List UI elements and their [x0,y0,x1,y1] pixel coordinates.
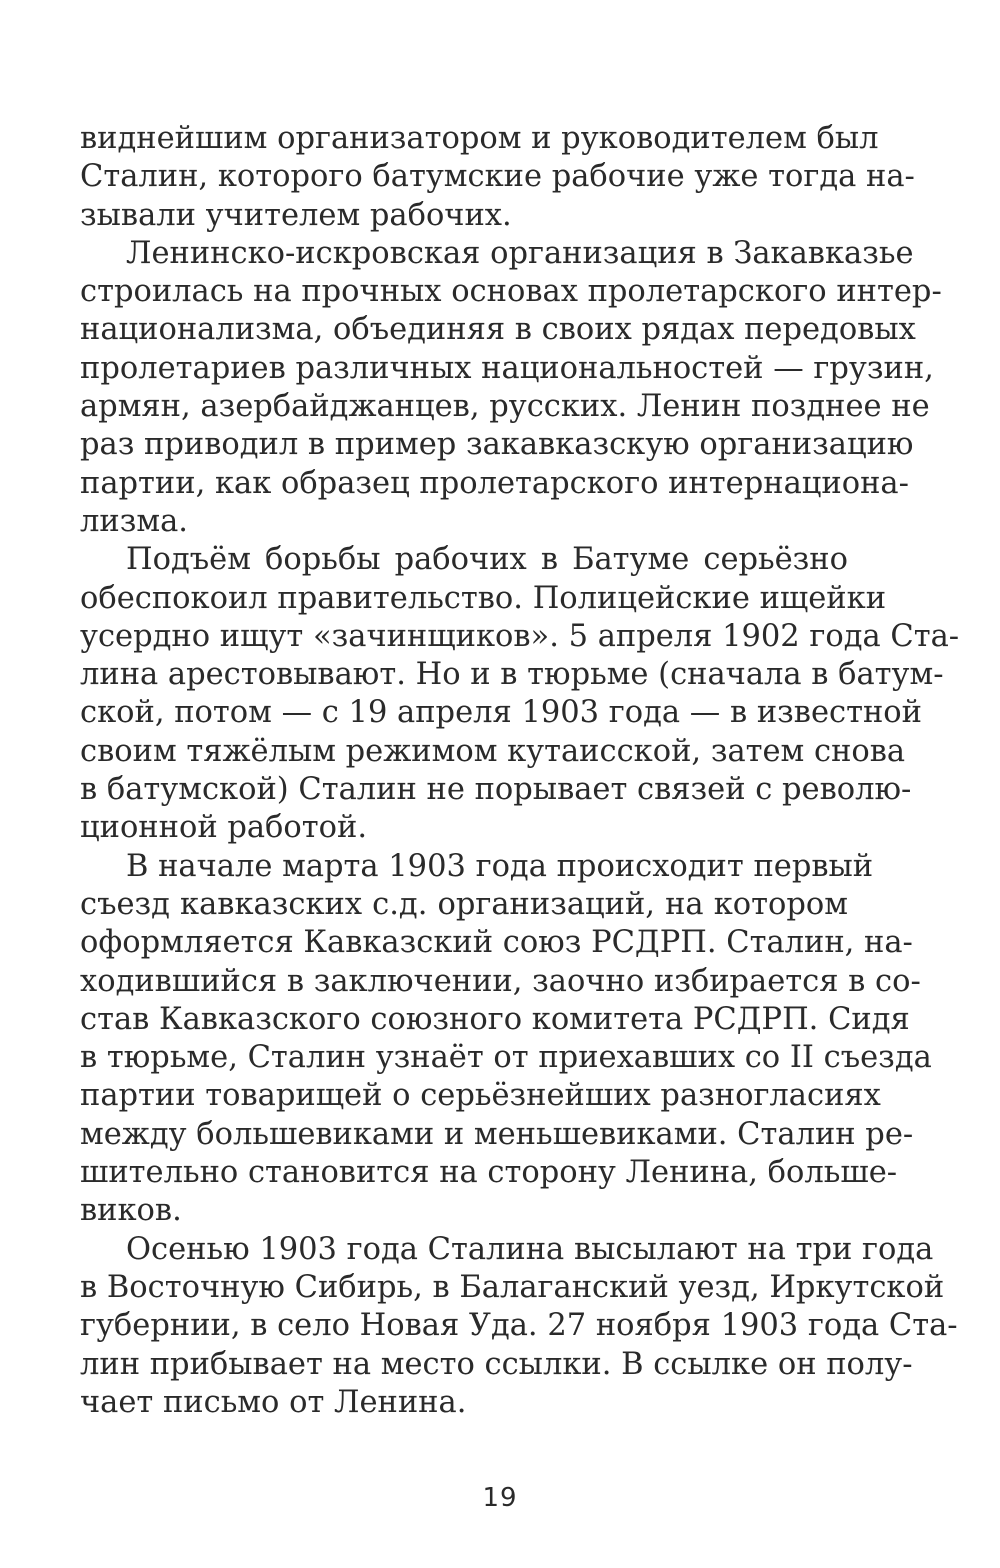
body-text [80,120,960,1422]
text-line: Подъём борьбы рабочих в Батуме серьёзно [126,542,848,578]
text-line: лина арестовывают. Но и в тюрьме (сначала в батум- [80,657,944,693]
text-line: в Восточную Сибирь, в Балаганский уезд, Иркутской [80,1269,945,1305]
paragraph [80,120,915,235]
text-line: партии, как образец пролетарского интернациона- [80,465,909,501]
text-line: став Кавказского союзного комитета РСДРП. Сидя [80,1001,910,1037]
text-line: ционной работой. [80,810,368,846]
text-line: оформляется Кавказский союз РСДРП. Сталин, на- [80,925,913,961]
text-line: национализма, объединяя в своих рядах передовых [80,312,916,348]
paragraph [80,235,942,541]
text-line: губернии, в село Новая Уда. 27 ноября 1903 года Ста- [80,1308,958,1344]
text-line: шительно становится на сторону Ленина, больше- [80,1155,898,1191]
text-line: усердно ищут «зачинщиков». 5 апреля 1902 года Ста- [80,618,960,654]
text-line: лин прибывает на место ссылки. В ссылке он полу- [80,1346,913,1382]
text-line: в тюрьме, Сталин узнаёт от приехавших со II съезда [80,1040,932,1076]
page-number: 19 [482,1483,518,1513]
paragraph [80,1231,958,1422]
text-line: ходившийся в заключении, заочно избирается в со- [80,963,921,999]
text-line: Ленинско-искровская организация в Закавказье [126,235,914,271]
text-line: в батумской) Сталин не порывает связей с револю- [80,772,912,808]
text-line: В начале марта 1903 года происходит первый [126,848,874,884]
text-line: виднейшим организатором и руководителем был [80,121,879,156]
paragraph [80,541,960,847]
text-line: Осенью 1903 года Сталина высылают на три года [126,1231,934,1267]
text-line: строилась на прочных основах пролетарского интер- [80,274,942,310]
text-line: пролетариев различных национальностей — грузин, [80,350,934,386]
text-line: между большевиками и меньшевиками. Сталин ре- [80,1116,914,1152]
text-line: виков. [80,1193,182,1229]
text-line: раз приводил в пример закавказскую организацию [80,427,914,463]
text-line: съезд кавказских с.д. организаций, на котором [80,886,848,922]
text-line: партии товарищей о серьёзнейших разногласиях [80,1078,881,1114]
text-line: Сталин, которого батумские рабочие уже тогда на- [80,159,915,195]
text-line: обеспокоил правительство. Полицейские ищейки [80,580,887,616]
text-line: своим тяжёлым режимом кутаисской, затем снова [80,733,906,769]
text-line: чает письмо от Ленина. [80,1384,467,1420]
paragraph [80,848,932,1231]
text-line: ской, потом — с 19 апреля 1903 года — в известной [80,695,922,731]
text-line: лизма. [80,503,188,539]
text-line: армян, азербайджанцев, русских. Ленин позднее не [80,389,930,425]
text-line: зывали учителем рабочих. [80,197,512,233]
